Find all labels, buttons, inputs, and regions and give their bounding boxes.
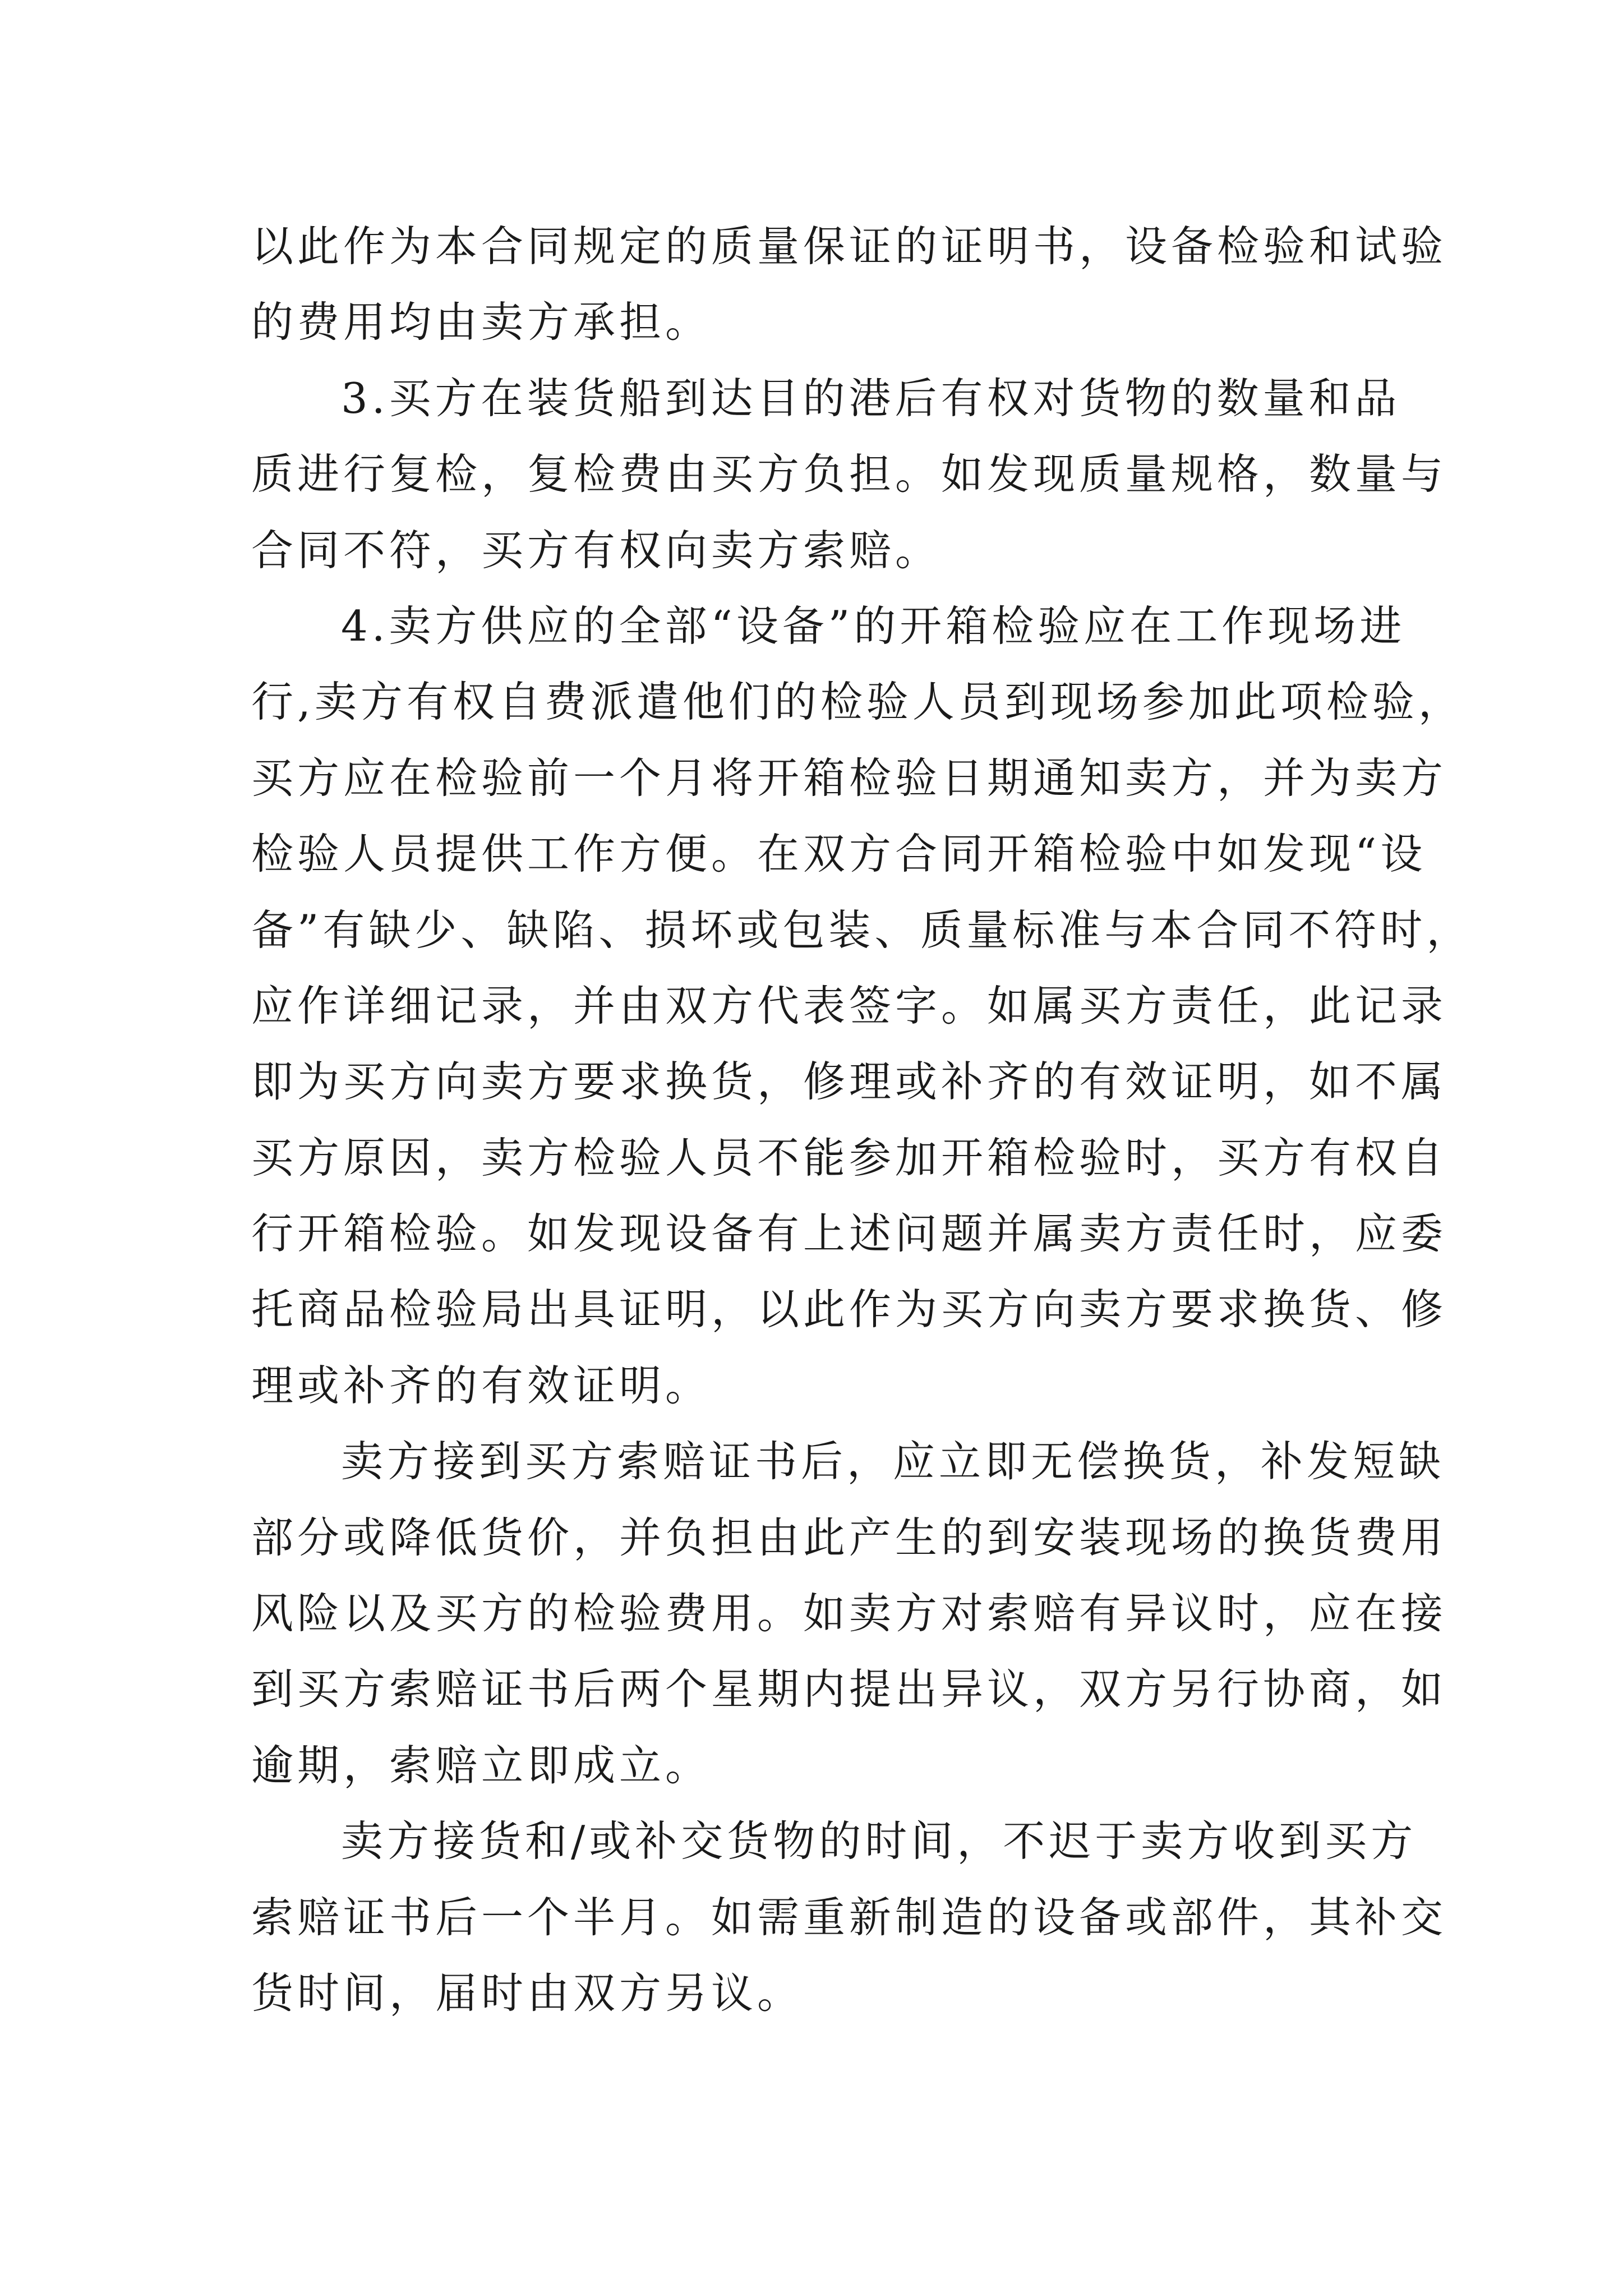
text-line: 行开箱检验。如发现设备有上述问题并属卖方责任时，应委 xyxy=(251,1209,1447,1259)
paragraph xyxy=(251,1803,1447,2031)
text-line: 备”有缺少、缺陷、损坏或包装、质量标准与本合同不符时， xyxy=(251,905,1473,955)
text-line: 即为买方向卖方要求换货，修理或补齐的有效证明，如不属 xyxy=(251,1057,1447,1107)
paragraph xyxy=(251,209,1447,361)
text-line: 货时间，届时由双方另议。 xyxy=(251,1968,804,2018)
text-line: 卖方接货和/或补交货物的时间，不迟于卖方收到买方 xyxy=(341,1816,1417,1866)
text-line: 卖方接到买方索赔证书后，应立即无偿换货，补发短缺 xyxy=(341,1437,1445,1487)
text-line: 理或补齐的有效证明。 xyxy=(251,1360,712,1410)
text-line: 买方应在检验前一个月将开箱检验日期通知卖方，并为卖方 xyxy=(251,753,1447,803)
text-line: 合同不符，买方有权向卖方索赔。 xyxy=(251,525,942,575)
text-line: 风险以及买方的检验费用。如卖方对索赔有异议时，应在接 xyxy=(251,1589,1447,1639)
text-line: 部分或降低货价，并负担由此产生的到安装现场的换货费用 xyxy=(251,1512,1447,1562)
text-line: 买方原因，卖方检验人员不能参加开箱检验时，买方有权自 xyxy=(251,1133,1447,1182)
text-line: 索赔证书后一个半月。如需重新制造的设备或部件，其补交 xyxy=(251,1892,1447,1942)
contract-text-body xyxy=(251,209,1473,2031)
text-line: 应作详细记录，并由双方代表签字。如属买方责任，此记录 xyxy=(251,981,1447,1030)
text-line: 质进行复检，复检费由买方负担。如发现质量规格，数量与 xyxy=(251,449,1447,499)
paragraph xyxy=(251,1424,1447,1803)
text-line: 逾期，索赔立即成立。 xyxy=(251,1740,712,1790)
text-line: 检验人员提供工作方便。在双方合同开箱检验中如发现“设 xyxy=(251,829,1427,879)
text-line: 到买方索赔证书后两个星期内提出异议，双方另行协商，如 xyxy=(251,1664,1447,1714)
text-line: 4.卖方供应的全部“设备”的开箱检验应在工作现场进 xyxy=(341,601,1406,651)
text-line: 托商品检验局出具证明，以此作为买方向卖方要求换货、修 xyxy=(251,1285,1447,1335)
text-line: 3.买方在装货船到达目的港后有权对货物的数量和品 xyxy=(341,373,1401,423)
text-line: 的费用均由卖方承担。 xyxy=(251,297,712,347)
text-line: 以此作为本合同规定的质量保证的证明书，设备检验和试验 xyxy=(251,222,1447,271)
paragraph xyxy=(251,361,1447,588)
text-line: 行,卖方有权自费派遣他们的检验人员到现场参加此项检验， xyxy=(251,677,1464,727)
paragraph xyxy=(251,588,1473,1424)
